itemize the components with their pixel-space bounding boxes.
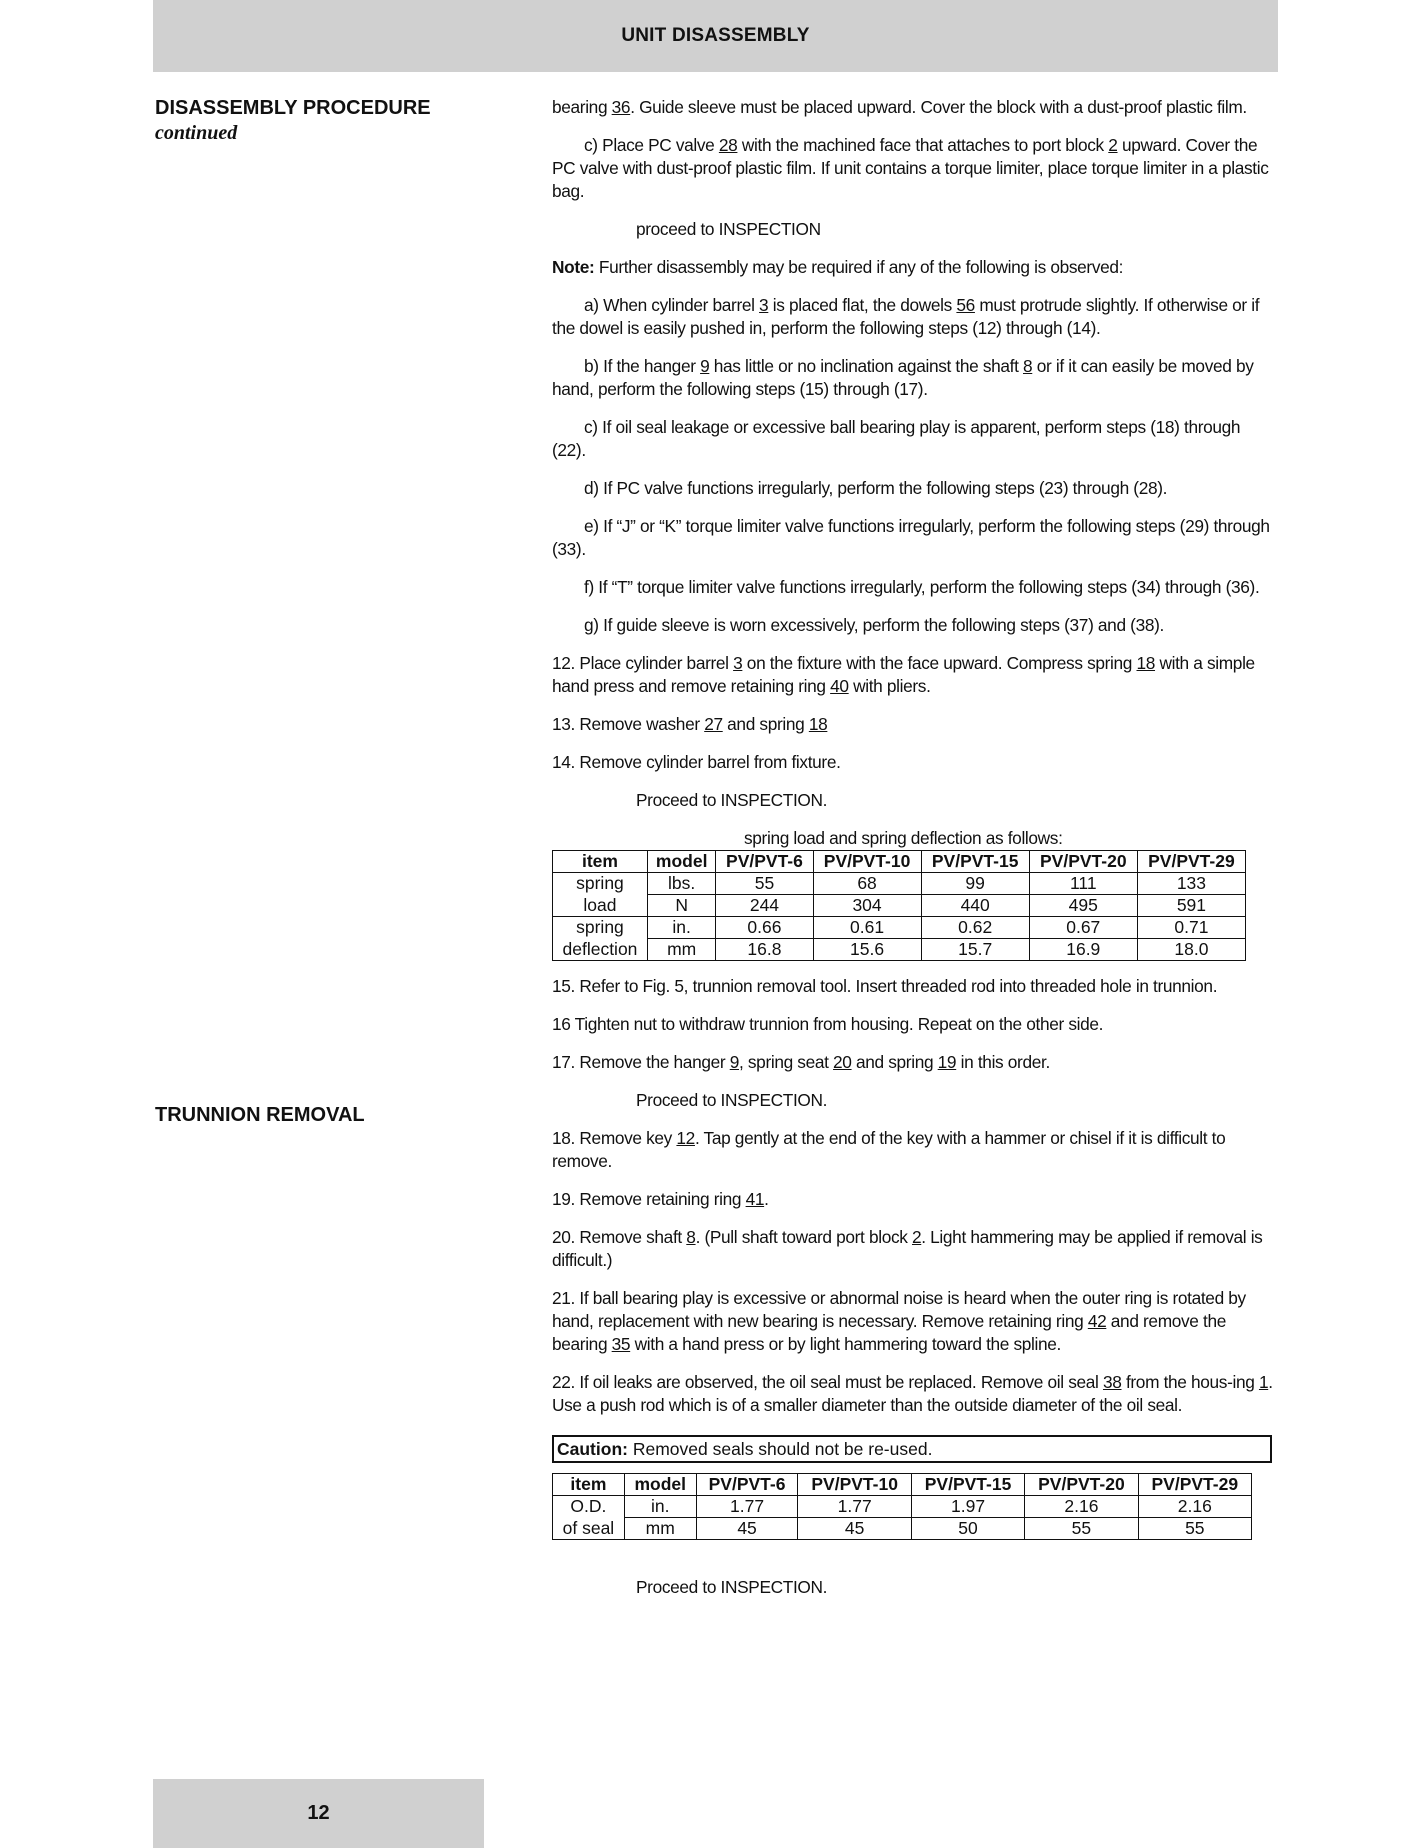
table-header-cell: item	[553, 1474, 625, 1496]
step-14: 14. Remove cylinder barrel from fixture.	[552, 752, 841, 772]
main-content	[552, 96, 1278, 1614]
proceed-inspection-3: Proceed to INSPECTION.	[636, 1090, 828, 1110]
table-cell: 18.0	[1137, 939, 1245, 961]
table-cell: lbs.	[647, 873, 715, 895]
spring-table	[552, 850, 1246, 961]
proceed-inspection-2: Proceed to INSPECTION.	[636, 790, 828, 810]
step-13: 13. Remove washer 27 and spring 18	[552, 714, 828, 734]
note-paragraph: Note: Further disassembly may be required if any of the following is observed:	[552, 257, 1124, 277]
paragraph-pc-valve: c) Place PC valve 28 with the machined face that attaches to port block 2 upward. Cover the PC valve with dust-proof plastic film. If unit contains a torque limiter, place torque limiter in a plastic bag.	[552, 135, 1269, 201]
note-item-g: g) If guide sleeve is worn excessively, perform the following steps (37) and (38).	[584, 615, 1164, 635]
header-band	[153, 0, 1278, 72]
table-cell: in.	[624, 1496, 696, 1518]
step-16: 16 Tighten nut to withdraw trunnion from housing. Repeat on the other side.	[552, 1014, 1104, 1034]
table-cell: 55	[1138, 1518, 1251, 1540]
table-header-cell: PV/PVT-29	[1138, 1474, 1251, 1496]
note-item-c: c) If oil seal leakage or excessive ball bearing play is apparent, perform steps (18) through (22).	[552, 417, 1241, 460]
table-cell: 16.9	[1029, 939, 1137, 961]
section-heading-disassembly: DISASSEMBLY PROCEDURE	[155, 97, 431, 119]
step-21: 21. If ball bearing play is excessive or abnormal noise is heard when the outer ring is rotated by hand, replacement with new bearing is necessary. Remove retaining ring 42 and remove the bearing 35 with a hand press or by light hammering toward the spline.	[552, 1288, 1246, 1354]
table-cell: 45	[798, 1518, 911, 1540]
table-header-row	[553, 1474, 1252, 1496]
table-cell: 55	[716, 873, 813, 895]
table-header-row	[553, 851, 1246, 873]
table-cell: 0.71	[1137, 917, 1245, 939]
note-item-a: a) When cylinder barrel 3 is placed flat, the dowels 56 must protrude slightly. If otherwise or if the dowel is easily pushed in, perform the following steps (12) through (14).	[552, 295, 1260, 338]
table-header-cell: item	[553, 851, 648, 873]
table-cell: mm	[647, 939, 715, 961]
step-12: 12. Place cylinder barrel 3 on the fixture with the face upward. Compress spring 18 with a simple hand press and remove retaining ring 40 with pliers.	[552, 653, 1255, 696]
table-cell: of seal	[553, 1518, 625, 1540]
section-heading-trunnion: TRUNNION REMOVAL	[155, 1104, 365, 1126]
table-cell: 15.7	[921, 939, 1029, 961]
table-cell: 16.8	[716, 939, 813, 961]
table-cell: 1.77	[696, 1496, 798, 1518]
step-22: 22. If oil leaks are observed, the oil seal must be replaced. Remove oil seal 38 from the hous-ing 1. Use a push rod which is of a smaller diameter than the outside diameter of the oil seal.	[552, 1372, 1273, 1415]
table-cell: 244	[716, 895, 813, 917]
table-cell: 0.62	[921, 917, 1029, 939]
table-cell: in.	[647, 917, 715, 939]
table-cell: 1.77	[798, 1496, 911, 1518]
table-cell: 2.16	[1025, 1496, 1138, 1518]
step-18: 18. Remove key 12. Tap gently at the end of the key with a hammer or chisel if it is difficult to remove.	[552, 1128, 1226, 1171]
proceed-inspection-1: proceed to INSPECTION	[636, 219, 821, 239]
table-cell: 495	[1029, 895, 1137, 917]
table-header-cell: PV/PVT-6	[696, 1474, 798, 1496]
table-cell: 440	[921, 895, 1029, 917]
table-row	[553, 1496, 1252, 1518]
table-header-cell: PV/PVT-15	[921, 851, 1029, 873]
table-cell: 2.16	[1138, 1496, 1251, 1518]
table-cell: 45	[696, 1518, 798, 1540]
table-cell: spring	[553, 917, 648, 939]
table-cell: 15.6	[813, 939, 921, 961]
step-17: 17. Remove the hanger 9, spring seat 20 and spring 19 in this order.	[552, 1052, 1050, 1072]
table-row	[553, 917, 1246, 939]
seal-table	[552, 1473, 1252, 1540]
step-15: 15. Refer to Fig. 5, trunnion removal tool. Insert threaded rod into threaded hole in trunnion.	[552, 976, 1218, 996]
table-cell: 55	[1025, 1518, 1138, 1540]
step-20: 20. Remove shaft 8. (Pull shaft toward port block 2. Light hammering may be applied if removal is difficult.)	[552, 1227, 1263, 1270]
table-header-cell: model	[647, 851, 715, 873]
table-header-cell: PV/PVT-6	[716, 851, 813, 873]
table-cell: 0.67	[1029, 917, 1137, 939]
step-19: 19. Remove retaining ring 41.	[552, 1189, 769, 1209]
table-cell: 304	[813, 895, 921, 917]
spring-table-caption: spring load and spring deflection as follows:	[744, 828, 1063, 848]
footer-band	[153, 1779, 484, 1848]
table-header-cell: PV/PVT-10	[813, 851, 921, 873]
table-cell: 133	[1137, 873, 1245, 895]
table-header-cell: PV/PVT-20	[1029, 851, 1137, 873]
proceed-inspection-4: Proceed to INSPECTION.	[636, 1577, 828, 1597]
table-row	[553, 873, 1246, 895]
table-cell: spring	[553, 873, 648, 895]
table-cell: 0.66	[716, 917, 813, 939]
table-cell: mm	[624, 1518, 696, 1540]
table-header-cell: model	[624, 1474, 696, 1496]
table-header-cell: PV/PVT-29	[1137, 851, 1245, 873]
table-cell: 0.61	[813, 917, 921, 939]
note-item-f: f) If “T” torque limiter valve functions irregularly, perform the following steps (34) through (36).	[584, 577, 1260, 597]
paragraph-bearing: bearing 36. Guide sleeve must be placed upward. Cover the block with a dust-proof plastic film.	[552, 97, 1247, 117]
table-row	[553, 939, 1246, 961]
page-number: 12	[307, 1802, 330, 1824]
table-cell: deflection	[553, 939, 648, 961]
table-cell: 68	[813, 873, 921, 895]
table-cell: 591	[1137, 895, 1245, 917]
table-cell: 99	[921, 873, 1029, 895]
table-row	[553, 1518, 1252, 1540]
section-heading-continued: continued	[155, 122, 238, 144]
table-cell: 50	[911, 1518, 1024, 1540]
note-item-e: e) If “J” or “K” torque limiter valve functions irregularly, perform the following steps (29) through (33).	[552, 516, 1270, 559]
table-cell: O.D.	[553, 1496, 625, 1518]
table-header-cell: PV/PVT-15	[911, 1474, 1024, 1496]
table-header-cell: PV/PVT-20	[1025, 1474, 1138, 1496]
note-item-b: b) If the hanger 9 has little or no inclination against the shaft 8 or if it can easily be moved by hand, perform the following steps (15) through (17).	[552, 356, 1254, 399]
caution-box: Caution: Removed seals should not be re-used.	[552, 1435, 1272, 1463]
table-row	[553, 895, 1246, 917]
table-cell: 1.97	[911, 1496, 1024, 1518]
page-title: UNIT DISASSEMBLY	[621, 25, 810, 46]
note-item-d: d) If PC valve functions irregularly, perform the following steps (23) through (28).	[584, 478, 1168, 498]
table-header-cell: PV/PVT-10	[798, 1474, 911, 1496]
table-cell: N	[647, 895, 715, 917]
table-cell: load	[553, 895, 648, 917]
table-cell: 111	[1029, 873, 1137, 895]
